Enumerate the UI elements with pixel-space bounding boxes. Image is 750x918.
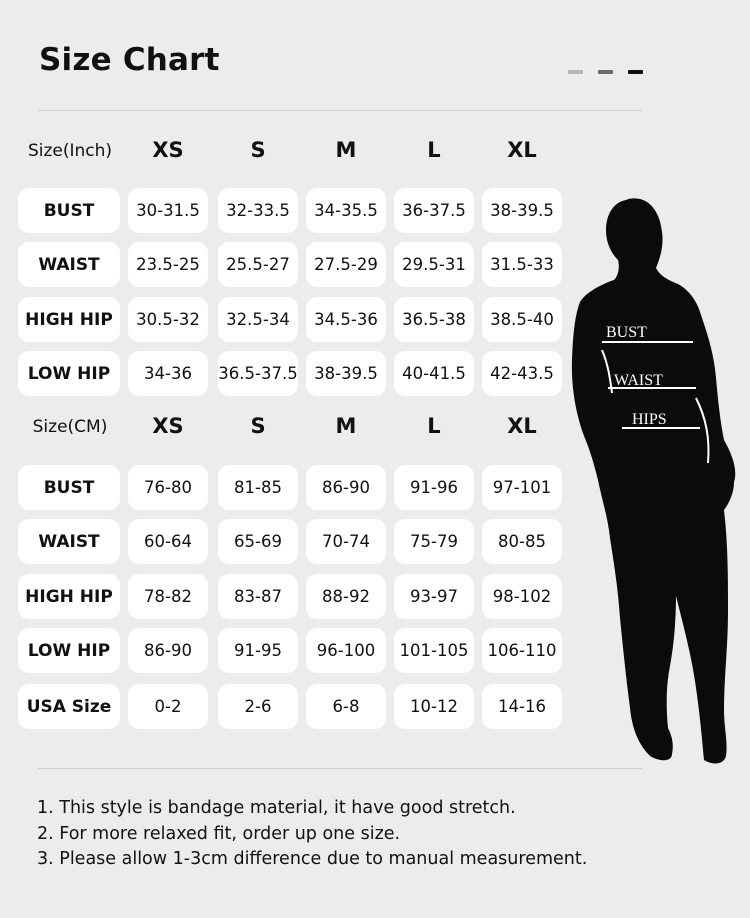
size-cell: 80-85 <box>482 519 562 564</box>
size-cell: 38.5-40 <box>482 297 562 342</box>
row-label: USA Size <box>18 684 120 729</box>
size-cell: 93-97 <box>394 574 474 619</box>
size-cell: 30-31.5 <box>128 188 208 233</box>
size-cell: 98-102 <box>482 574 562 619</box>
size-header-l: L <box>427 414 441 438</box>
size-cell: 14-16 <box>482 684 562 729</box>
figure-label-waist: WAIST <box>614 372 663 389</box>
row-label: BUST <box>18 188 120 233</box>
note-item: 1. This style is bandage material, it have good stretch. <box>37 798 516 818</box>
page-dot-2[interactable] <box>598 70 613 74</box>
size-cell: 38-39.5 <box>306 351 386 396</box>
size-header-s: S <box>250 138 266 162</box>
inch-header-label: Size(Inch) <box>27 141 113 161</box>
figure-label-bust: BUST <box>606 324 647 341</box>
page-dot-3[interactable] <box>628 70 643 74</box>
note-item: 3. Please allow 1-3cm difference due to manual measurement. <box>37 849 588 869</box>
size-cell: 30.5-32 <box>128 297 208 342</box>
size-cell: 83-87 <box>218 574 298 619</box>
bottom-divider <box>38 768 642 769</box>
size-cell: 96-100 <box>306 628 386 673</box>
size-cell: 86-90 <box>306 465 386 510</box>
size-cell: 88-92 <box>306 574 386 619</box>
size-cell: 10-12 <box>394 684 474 729</box>
size-cell: 32.5-34 <box>218 297 298 342</box>
size-header-m: M <box>335 138 357 162</box>
size-header-xs: XS <box>152 414 184 438</box>
size-cell: 34.5-36 <box>306 297 386 342</box>
row-label: HIGH HIP <box>18 574 120 619</box>
size-cell: 31.5-33 <box>482 242 562 287</box>
size-cell: 34-35.5 <box>306 188 386 233</box>
size-cell: 60-64 <box>128 519 208 564</box>
size-header-s: S <box>250 414 266 438</box>
size-cell: 38-39.5 <box>482 188 562 233</box>
size-cell: 36.5-38 <box>394 297 474 342</box>
notes-list <box>37 796 587 873</box>
row-label: HIGH HIP <box>18 297 120 342</box>
size-cell: 106-110 <box>482 628 562 673</box>
size-header-m: M <box>335 414 357 438</box>
body-silhouette-illustration <box>568 188 750 768</box>
size-header-xs: XS <box>152 138 184 162</box>
size-cell: 97-101 <box>482 465 562 510</box>
size-cell: 36-37.5 <box>394 188 474 233</box>
size-cell: 23.5-25 <box>128 242 208 287</box>
size-cell: 29.5-31 <box>394 242 474 287</box>
size-cell: 75-79 <box>394 519 474 564</box>
size-cell: 36.5-37.5 <box>218 351 298 396</box>
size-header-l: L <box>427 138 441 162</box>
size-header-xl: XL <box>507 138 537 162</box>
size-cell: 91-96 <box>394 465 474 510</box>
row-label: BUST <box>18 465 120 510</box>
note-item: 2. For more relaxed fit, order up one size. <box>37 823 401 844</box>
figure-label-hips: HIPS <box>632 411 667 428</box>
size-cell: 27.5-29 <box>306 242 386 287</box>
size-cell: 78-82 <box>128 574 208 619</box>
row-label: LOW HIP <box>18 351 120 396</box>
size-cell: 25.5-27 <box>218 242 298 287</box>
size-cell: 42-43.5 <box>482 351 562 396</box>
size-cell: 0-2 <box>128 684 208 729</box>
size-cell: 6-8 <box>306 684 386 729</box>
row-label: WAIST <box>18 242 120 287</box>
size-cell: 70-74 <box>306 519 386 564</box>
row-label: WAIST <box>18 519 120 564</box>
size-cell: 34-36 <box>128 351 208 396</box>
size-cell: 65-69 <box>218 519 298 564</box>
size-cell: 2-6 <box>218 684 298 729</box>
size-header-xl: XL <box>507 414 537 438</box>
page-title: Size Chart <box>39 42 220 78</box>
page-dot-1[interactable] <box>568 70 583 74</box>
size-cell: 101-105 <box>394 628 474 673</box>
row-label: LOW HIP <box>18 628 120 673</box>
size-cell: 32-33.5 <box>218 188 298 233</box>
cm-header-label: Size(CM) <box>32 417 108 437</box>
size-cell: 86-90 <box>128 628 208 673</box>
top-divider <box>38 110 642 111</box>
size-cell: 91-95 <box>218 628 298 673</box>
size-cell: 81-85 <box>218 465 298 510</box>
size-cell: 40-41.5 <box>394 351 474 396</box>
size-cell: 76-80 <box>128 465 208 510</box>
